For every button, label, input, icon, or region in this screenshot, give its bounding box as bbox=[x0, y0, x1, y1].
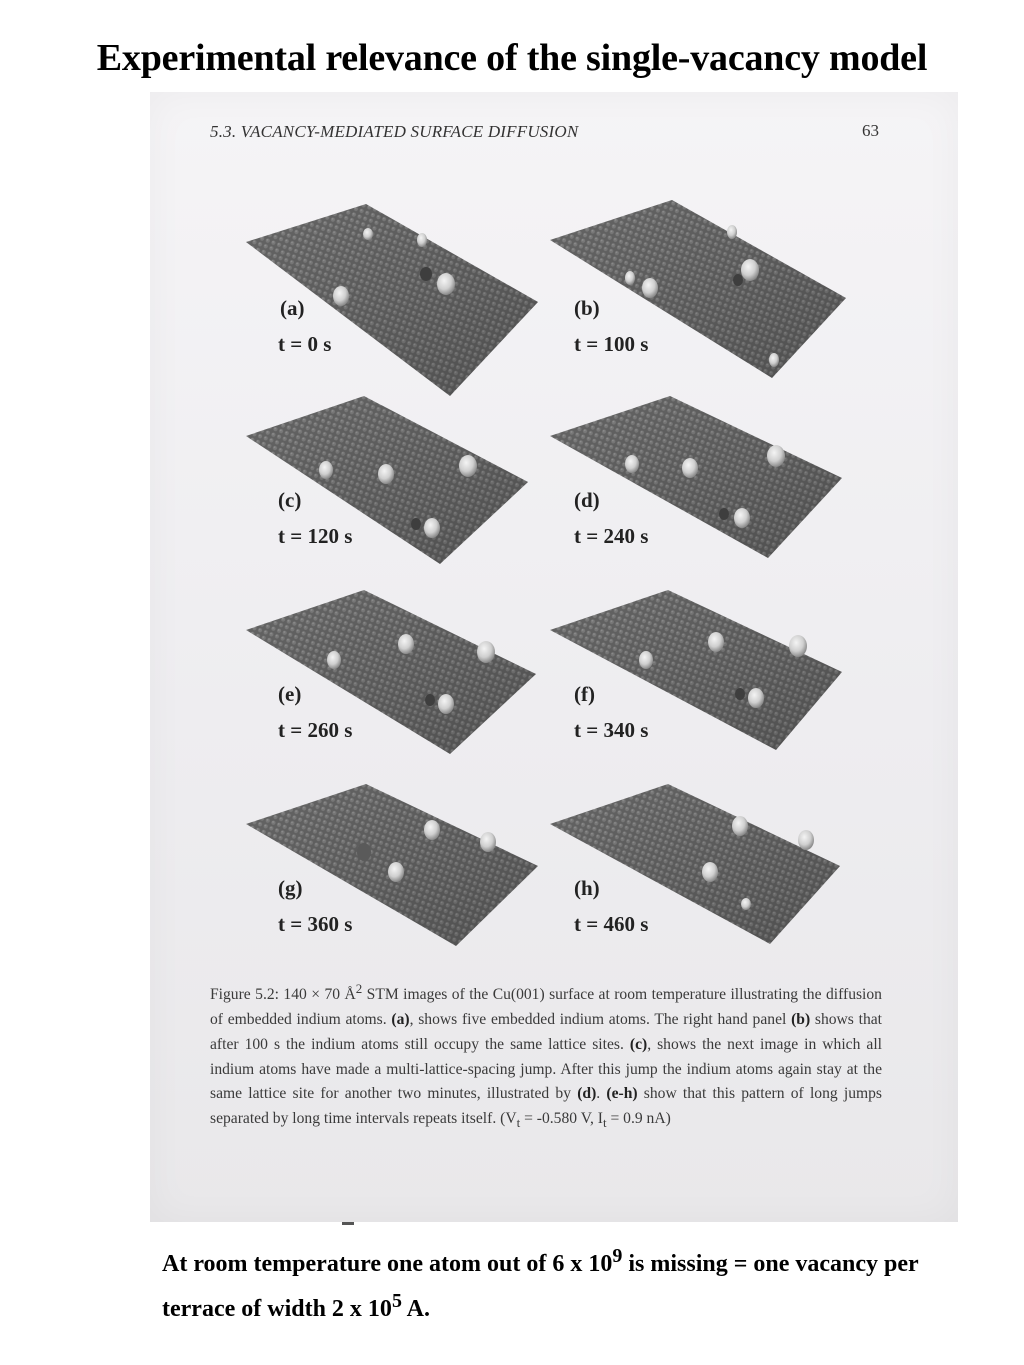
panel-label-d: (d) bbox=[574, 488, 600, 512]
stm-image-f bbox=[550, 590, 850, 780]
indium-atom bbox=[642, 278, 658, 298]
panel-time-b: t = 100 s bbox=[574, 332, 649, 356]
indium-atom bbox=[424, 820, 440, 840]
indium-atom bbox=[438, 694, 454, 714]
indium-atom bbox=[789, 635, 807, 657]
indium-atom bbox=[357, 843, 371, 861]
indium-atom bbox=[798, 830, 814, 850]
indium-atom bbox=[425, 694, 435, 706]
indium-atom bbox=[398, 634, 414, 654]
indium-atom bbox=[702, 862, 718, 882]
stm-panel-g bbox=[246, 784, 546, 974]
indium-atom bbox=[417, 233, 427, 247]
indium-atom bbox=[741, 259, 759, 281]
indium-atom bbox=[625, 271, 635, 285]
indium-atom bbox=[708, 632, 724, 652]
indium-atom bbox=[767, 445, 785, 467]
panel-label-g: (g) bbox=[278, 876, 303, 900]
indium-atom bbox=[727, 225, 737, 239]
indium-atom bbox=[424, 518, 440, 538]
indium-atom bbox=[459, 455, 477, 477]
indium-atom bbox=[477, 641, 495, 663]
indium-atom bbox=[735, 688, 745, 700]
indium-atom bbox=[388, 862, 404, 882]
panel-label-f: (f) bbox=[574, 682, 595, 706]
stm-panel-d bbox=[550, 396, 850, 586]
indium-atom bbox=[363, 228, 373, 240]
panel-time-g: t = 360 s bbox=[278, 912, 353, 936]
page-number: 63 bbox=[862, 121, 879, 140]
running-head: 5.3. VACANCY-MEDIATED SURFACE DIFFUSION bbox=[210, 122, 579, 141]
scan-mark bbox=[342, 1222, 354, 1225]
indium-atom bbox=[748, 688, 764, 708]
slide-title: Experimental relevance of the single-vacancy model bbox=[96, 37, 928, 79]
stm-image-b bbox=[550, 200, 850, 390]
stm-panel-c bbox=[246, 396, 546, 586]
indium-atom bbox=[719, 508, 729, 520]
stm-panel-f bbox=[550, 590, 850, 780]
panel-label-h: (h) bbox=[574, 876, 600, 900]
stm-panel-a bbox=[246, 204, 546, 394]
indium-atom bbox=[319, 461, 333, 479]
indium-atom bbox=[625, 455, 639, 473]
indium-atom bbox=[327, 651, 341, 669]
indium-atom bbox=[732, 816, 748, 836]
panel-label-c: (c) bbox=[278, 488, 302, 512]
stm-panel-e bbox=[246, 590, 546, 780]
indium-atom bbox=[378, 464, 394, 484]
indium-atom bbox=[333, 286, 349, 306]
panel-time-e: t = 260 s bbox=[278, 718, 353, 742]
panel-time-f: t = 340 s bbox=[574, 718, 649, 742]
panel-label-a: (a) bbox=[280, 296, 305, 320]
panel-label-e: (e) bbox=[278, 682, 302, 706]
indium-atom bbox=[639, 651, 653, 669]
indium-atom bbox=[682, 458, 698, 478]
indium-atom bbox=[741, 898, 751, 910]
conclusion-text: At room temperature one atom out of 6 x $10^9$ is missing = one vacancy per terrace of width 2 x $10^5$ A. bbox=[162, 1245, 919, 1322]
indium-atom bbox=[733, 274, 743, 286]
panel-label-b: (b) bbox=[574, 296, 600, 320]
stm-panel-h bbox=[550, 784, 850, 974]
indium-atom bbox=[437, 273, 455, 295]
panel-time-d: t = 240 s bbox=[574, 524, 649, 548]
indium-atom bbox=[769, 353, 779, 367]
indium-atom bbox=[480, 832, 496, 852]
stm-panel-b bbox=[550, 200, 850, 390]
figure-caption: Figure 5.2: 140 × 70 $Å^2$ STM images of the Cu(001) surface at room temperature illustrating the diffusion of embedded indium atoms. (a), shows five embedded indium atoms. The right hand panel (b) shows that after 100 s the indium atoms still occupy the same lattice sites. (c), shows the next image in which all indium atoms have made a multi-lattice-spacing jump. After this jump the indium atoms again stay at the same lattice site for another two minutes, illustrated by (d). (e-h) show that this pattern of long jumps separated by long time intervals repeats itself. ($V_t = -0.580$ V, $I_t = 0.9$ nA) bbox=[210, 981, 883, 1131]
panel-time-c: t = 120 s bbox=[278, 524, 353, 548]
indium-atom bbox=[411, 518, 421, 530]
indium-atom bbox=[420, 267, 432, 281]
panel-time-h: t = 460 s bbox=[574, 912, 649, 936]
indium-atom bbox=[734, 508, 750, 528]
panel-time-a: t = 0 s bbox=[278, 332, 332, 356]
